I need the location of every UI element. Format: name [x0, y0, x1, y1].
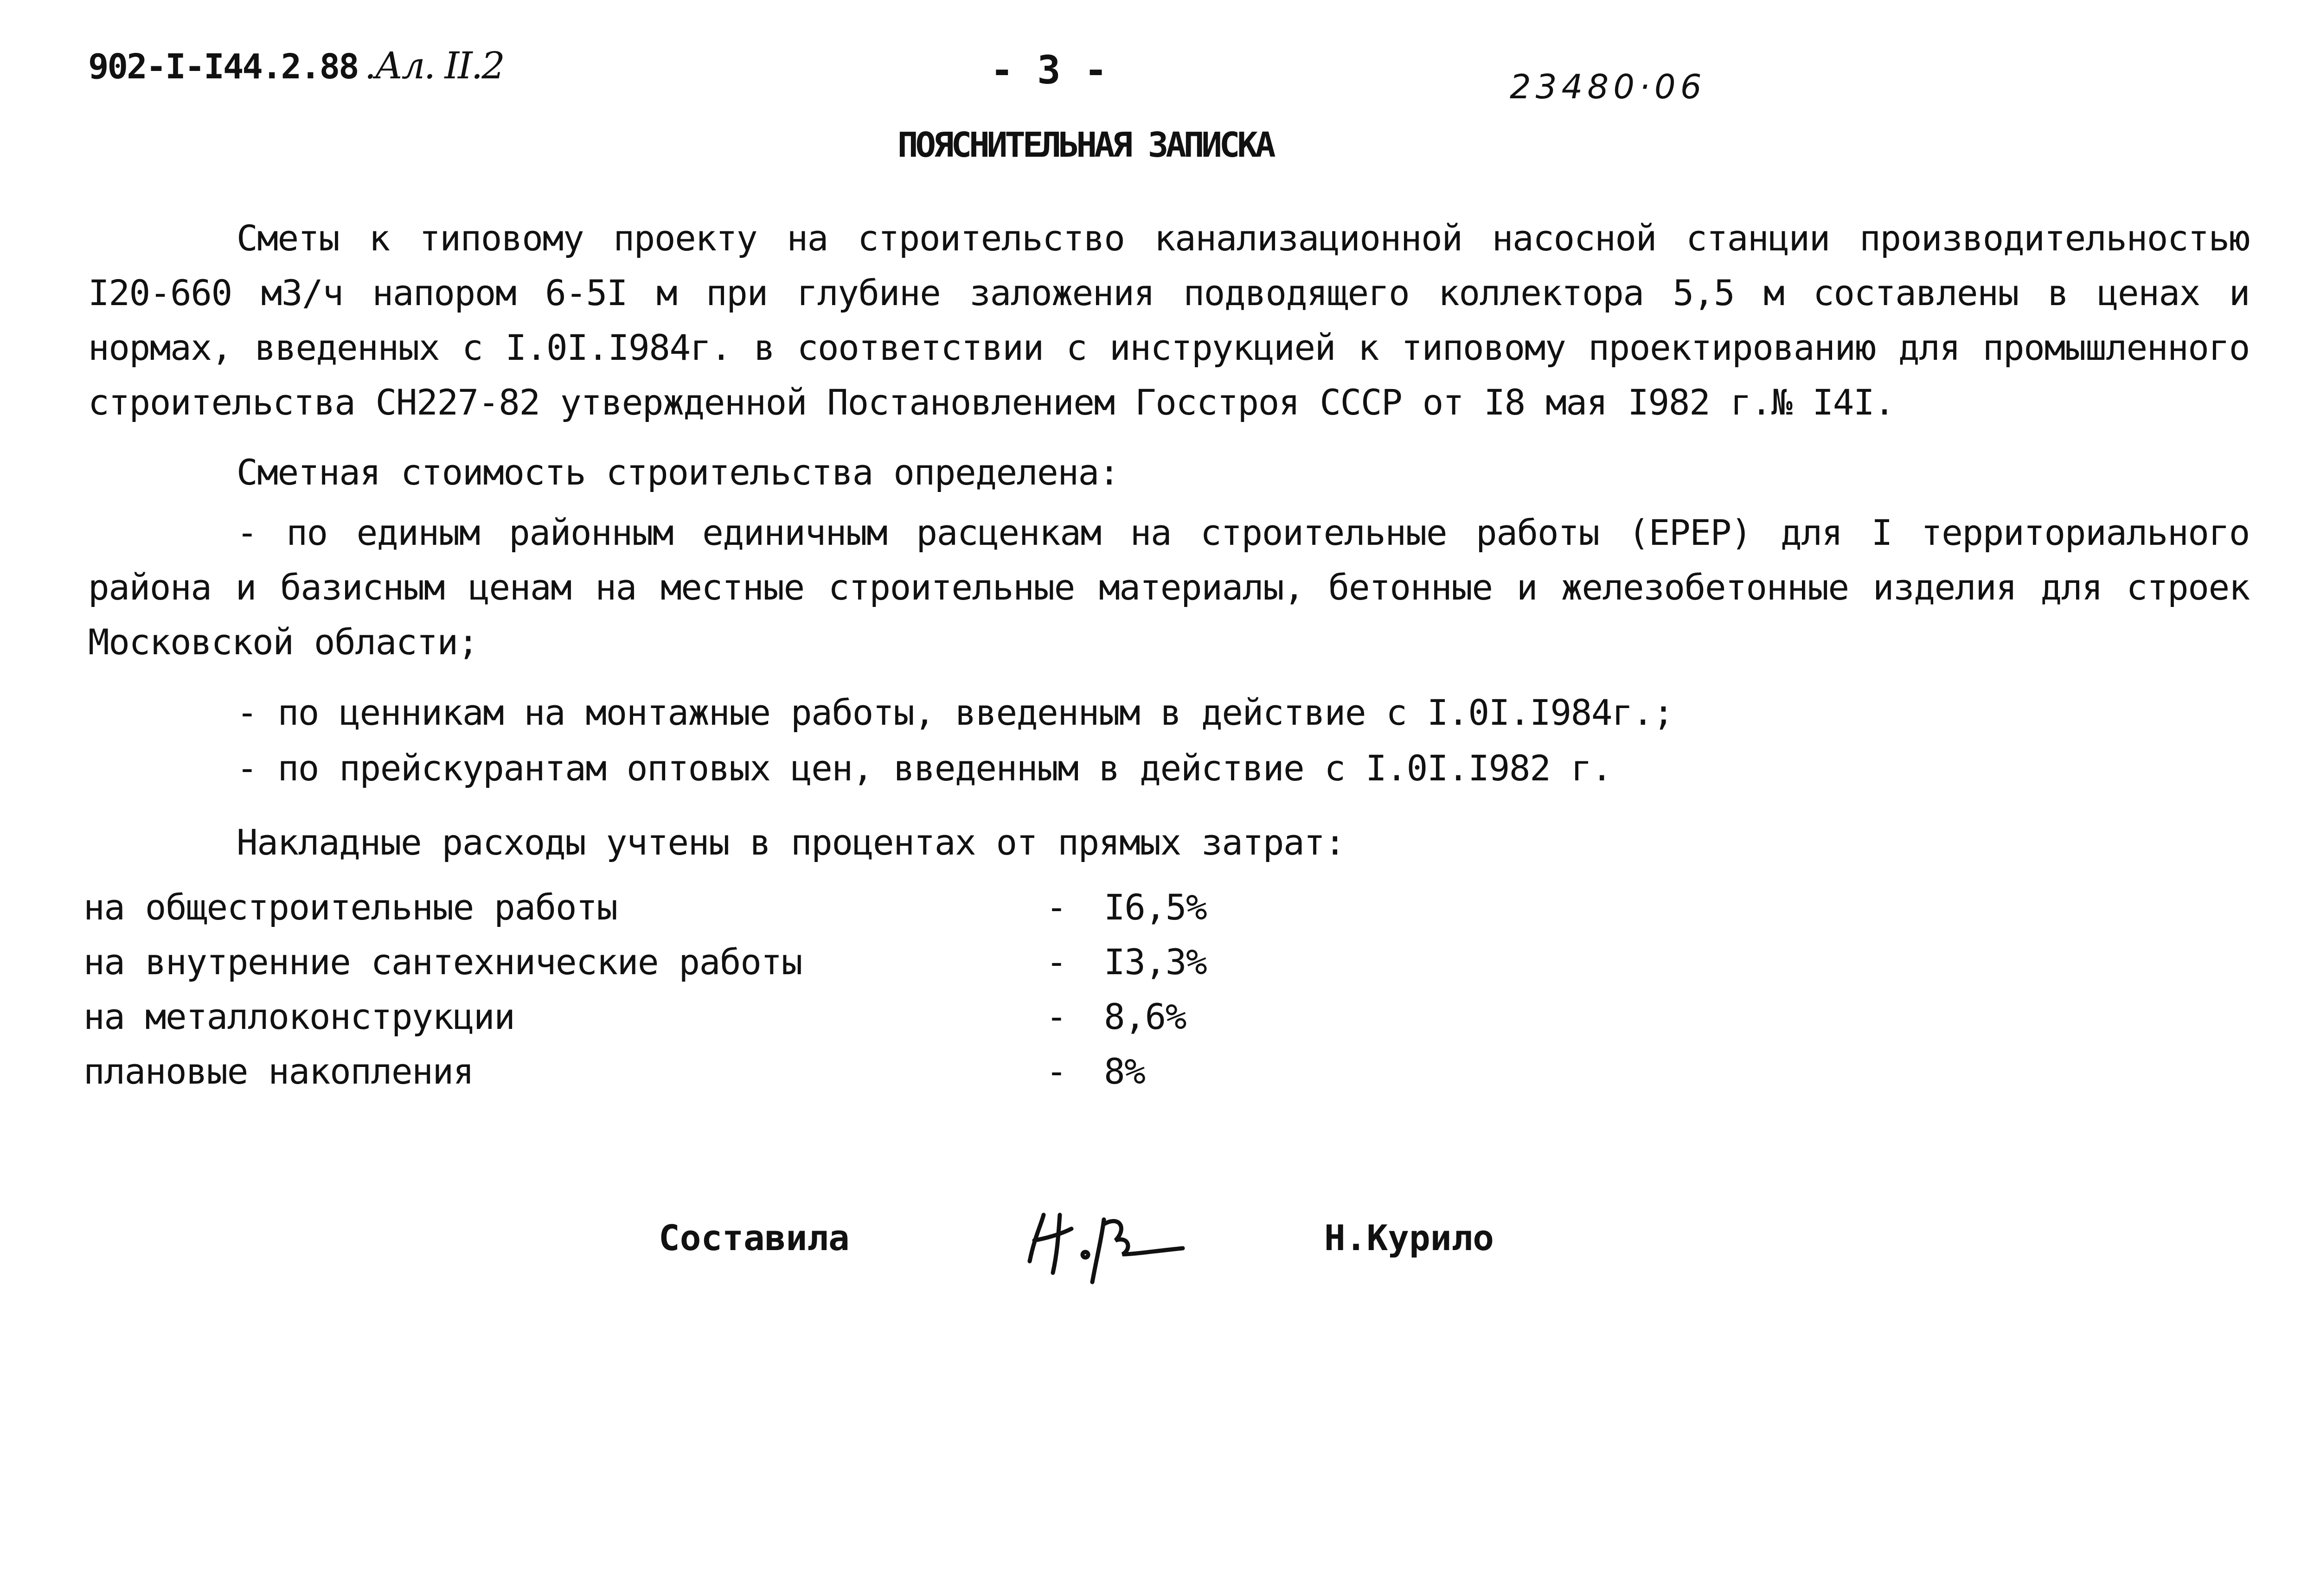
rate-row [83, 880, 1336, 935]
signature-role: Составила [659, 1217, 850, 1258]
document-code-suffix: .Ал. II.2 [364, 44, 504, 87]
rate-dash: - [1046, 941, 1067, 983]
rate-label: на внутренние сантехнические работы [83, 941, 802, 983]
signature-scribble [1016, 1196, 1192, 1289]
signature-name: Н.Курило [1324, 1217, 1494, 1258]
rate-dash: - [1046, 887, 1067, 928]
rate-value: 8% [1104, 1051, 1145, 1092]
cost-basis-item-3: - по прейскурантам оптовых цен, введенным в действие с I.0I.I982 г. [237, 747, 1612, 789]
rate-value: I6,5% [1104, 887, 1207, 928]
cost-defined-paragraph: Сметная стоимость строительства определена: [237, 452, 1120, 493]
intro-paragraph: Сметы к типовому проекту на строительство канализационной насосной станции производительностью I20-660 м3/ч напором 6-5I м при глубине заложения подводящего коллектора 5,5 м составлены в ценах и нормах, введенных с I.0I.I984г. в соответствии с инструкцией к типовому проектированию для промышленного строительства СН227-82 утвержденной Постановлением Госстроя СССР от I8 мая I982 г.№ I4I. [88, 217, 2250, 423]
rate-label: плановые накопления [83, 1051, 474, 1092]
rate-dash: - [1046, 1051, 1067, 1092]
document-code [88, 44, 504, 87]
rate-dash: - [1046, 996, 1067, 1037]
rate-label: на общестроительные работы [83, 887, 617, 928]
rate-row [83, 1044, 1336, 1099]
rate-row [83, 990, 1336, 1044]
rate-value: 8,6% [1104, 996, 1186, 1037]
overhead-rates-list [83, 880, 1336, 1099]
cost-basis-item-1: - по единым районным единичным расценкам на строительные работы (ЕРЕР) для I территориального района и базисным ценам на местные строительные материалы, бетонные и железобетонные изделия для строек Московской области; [88, 512, 2250, 663]
overhead-intro-paragraph: Накладные расходы учтены в процентах от прямых затрат: [237, 822, 1345, 863]
document-code-number: 902-I-I44.2.88 [88, 47, 358, 87]
rate-label: на металлоконструкции [83, 996, 515, 1037]
rate-value: I3,3% [1104, 941, 1207, 983]
archive-number: 23480·06 [1510, 67, 1706, 106]
page-number: - 3 - [990, 47, 1108, 93]
document-title: ПОЯСНИТЕЛЬНАЯ ЗАПИСКА [897, 125, 1273, 165]
cost-basis-item-2: - по ценникам на монтажные работы, введенным в действие с I.0I.I984г.; [237, 692, 1673, 733]
handwritten-signature [1016, 1196, 1192, 1289]
rate-row [83, 935, 1336, 990]
